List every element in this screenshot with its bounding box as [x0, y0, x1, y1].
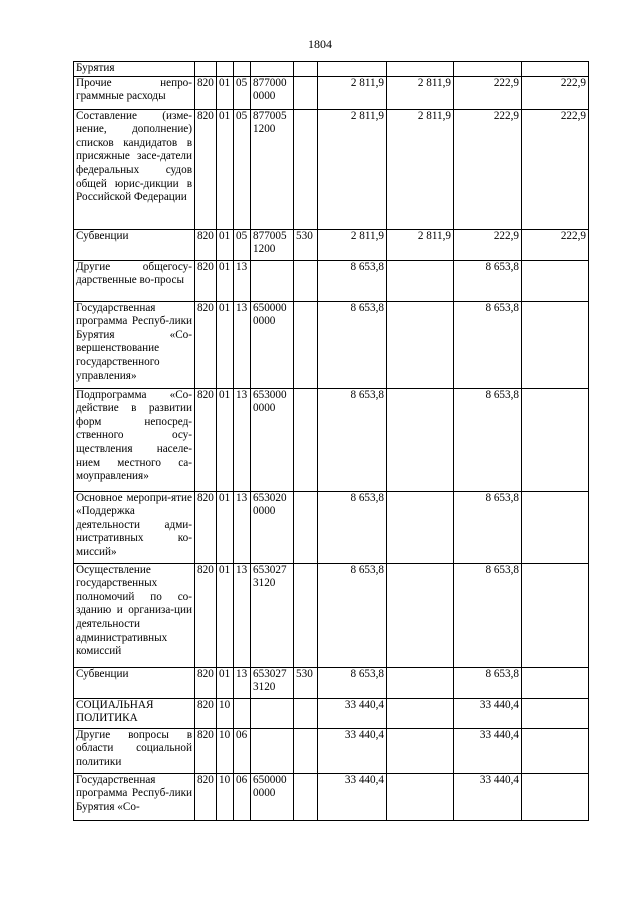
row-rz: 10 — [217, 728, 234, 773]
row-name: Государственная программа Респуб-лики Бурятия «Со-вершенствование государственного управления» — [74, 301, 195, 388]
row-gr: 820 — [195, 76, 217, 109]
row-rz: 01 — [217, 563, 234, 667]
row-vr — [294, 698, 318, 728]
row-rz: 01 — [217, 109, 234, 229]
row-vr: 530 — [294, 229, 318, 260]
row-value-4: 222,9 — [522, 76, 589, 109]
row-ksr — [251, 62, 294, 77]
row-gr: 820 — [195, 109, 217, 229]
row-pr: 05 — [234, 229, 251, 260]
row-rz: 01 — [217, 229, 234, 260]
row-value-4 — [522, 260, 589, 301]
row-vr — [294, 76, 318, 109]
row-gr: 820 — [195, 260, 217, 301]
row-name: Подпрограмма «Со-действие в развитии форм непосред-ственного осу-ществления населе-нием местного са-моуправления» — [74, 388, 195, 491]
row-gr: 820 — [195, 301, 217, 388]
row-ksr: 877000 0000 — [251, 76, 294, 109]
row-value-2: 2 811,9 — [387, 229, 454, 260]
row-pr: 13 — [234, 260, 251, 301]
row-vr — [294, 773, 318, 820]
row-pr — [234, 62, 251, 77]
row-value-1: 8 653,8 — [318, 388, 387, 491]
row-value-1 — [318, 62, 387, 77]
table-row — [74, 773, 589, 820]
row-vr — [294, 62, 318, 77]
row-pr: 06 — [234, 773, 251, 820]
table-row — [74, 388, 589, 491]
row-value-1: 8 653,8 — [318, 491, 387, 563]
row-vr — [294, 301, 318, 388]
row-name: Государственная программа Респуб-лики Бурятия «Со- — [74, 773, 195, 820]
row-value-4 — [522, 62, 589, 77]
row-value-1: 33 440,4 — [318, 698, 387, 728]
row-ksr: 653027 3120 — [251, 667, 294, 698]
row-rz: 10 — [217, 698, 234, 728]
row-value-3: 33 440,4 — [454, 728, 522, 773]
row-name: Осуществление государственных полномочий по со-зданию и организа-ции деятельности административных комиссий — [74, 563, 195, 667]
table-row — [74, 301, 589, 388]
row-value-1: 2 811,9 — [318, 109, 387, 229]
row-rz: 01 — [217, 76, 234, 109]
row-gr: 820 — [195, 773, 217, 820]
row-value-1: 8 653,8 — [318, 260, 387, 301]
row-value-2 — [387, 773, 454, 820]
row-name: Составление (изме-нение, дополнение) списков кандидатов в присяжные засе-датели федеральных судов общей юрис-дикции в Российской Федерации — [74, 109, 195, 229]
row-pr: 05 — [234, 76, 251, 109]
row-value-4 — [522, 388, 589, 491]
row-value-1: 8 653,8 — [318, 667, 387, 698]
row-ksr: 650000 0000 — [251, 773, 294, 820]
row-value-3: 8 653,8 — [454, 301, 522, 388]
page-number: 1804 — [308, 37, 332, 51]
row-gr — [195, 62, 217, 77]
row-rz: 01 — [217, 388, 234, 491]
row-value-3: 222,9 — [454, 229, 522, 260]
row-value-4: 222,9 — [522, 229, 589, 260]
row-rz — [217, 62, 234, 77]
budget-table — [73, 61, 589, 821]
row-value-1: 8 653,8 — [318, 563, 387, 667]
row-value-4 — [522, 491, 589, 563]
table-row — [74, 109, 589, 229]
row-value-1: 2 811,9 — [318, 76, 387, 109]
row-vr: 530 — [294, 667, 318, 698]
row-name: Прочие непро-граммные расходы — [74, 76, 195, 109]
row-vr — [294, 109, 318, 229]
row-value-3 — [454, 62, 522, 77]
row-value-3: 222,9 — [454, 76, 522, 109]
row-ksr: 653000 0000 — [251, 388, 294, 491]
row-pr: 13 — [234, 301, 251, 388]
table-row — [74, 229, 589, 260]
row-value-4 — [522, 728, 589, 773]
row-value-3: 8 653,8 — [454, 388, 522, 491]
row-gr: 820 — [195, 491, 217, 563]
row-value-2 — [387, 667, 454, 698]
table-row — [74, 667, 589, 698]
row-gr: 820 — [195, 563, 217, 667]
row-pr — [234, 698, 251, 728]
row-value-4 — [522, 698, 589, 728]
row-pr: 06 — [234, 728, 251, 773]
table-row — [74, 563, 589, 667]
row-value-3: 33 440,4 — [454, 698, 522, 728]
row-ksr — [251, 260, 294, 301]
row-rz: 01 — [217, 260, 234, 301]
row-name: Бурятия — [74, 62, 195, 77]
table-row — [74, 260, 589, 301]
row-ksr: 653020 0000 — [251, 491, 294, 563]
table-row — [74, 491, 589, 563]
row-ksr: 653027 3120 — [251, 563, 294, 667]
row-value-4: 222,9 — [522, 109, 589, 229]
row-value-1: 33 440,4 — [318, 728, 387, 773]
row-ksr: 877005 1200 — [251, 229, 294, 260]
row-value-3: 8 653,8 — [454, 260, 522, 301]
row-name: Другие вопросы в области социальной политики — [74, 728, 195, 773]
row-value-2 — [387, 62, 454, 77]
row-value-2 — [387, 388, 454, 491]
row-value-2 — [387, 728, 454, 773]
row-value-3: 8 653,8 — [454, 563, 522, 667]
row-value-4 — [522, 773, 589, 820]
row-vr — [294, 388, 318, 491]
row-value-3: 8 653,8 — [454, 667, 522, 698]
row-gr: 820 — [195, 229, 217, 260]
row-value-4 — [522, 563, 589, 667]
row-pr: 13 — [234, 491, 251, 563]
row-value-2: 2 811,9 — [387, 76, 454, 109]
row-value-1: 33 440,4 — [318, 773, 387, 820]
row-gr: 820 — [195, 698, 217, 728]
row-rz: 01 — [217, 667, 234, 698]
row-value-2 — [387, 491, 454, 563]
row-ksr: 877005 1200 — [251, 109, 294, 229]
row-gr: 820 — [195, 388, 217, 491]
row-value-3: 222,9 — [454, 109, 522, 229]
row-rz: 10 — [217, 773, 234, 820]
row-vr — [294, 563, 318, 667]
row-pr: 13 — [234, 667, 251, 698]
row-value-2 — [387, 301, 454, 388]
row-value-2 — [387, 260, 454, 301]
row-ksr — [251, 698, 294, 728]
row-name: Другие общегосу-дарственные во-просы — [74, 260, 195, 301]
row-pr: 13 — [234, 563, 251, 667]
row-ksr — [251, 728, 294, 773]
row-name: Субвенции — [74, 667, 195, 698]
row-name: Субвенции — [74, 229, 195, 260]
row-vr — [294, 260, 318, 301]
row-value-1: 8 653,8 — [318, 301, 387, 388]
table-row — [74, 698, 589, 728]
row-value-2 — [387, 698, 454, 728]
row-value-2: 2 811,9 — [387, 109, 454, 229]
table-row — [74, 62, 589, 77]
row-value-1: 2 811,9 — [318, 229, 387, 260]
row-pr: 05 — [234, 109, 251, 229]
row-value-3: 8 653,8 — [454, 491, 522, 563]
row-name: Основное меропри-ятие «Поддержка деятельности адми-нистративных ко-миссий» — [74, 491, 195, 563]
row-value-4 — [522, 667, 589, 698]
table-row — [74, 728, 589, 773]
row-pr: 13 — [234, 388, 251, 491]
row-rz: 01 — [217, 491, 234, 563]
row-value-2 — [387, 563, 454, 667]
row-name: СОЦИАЛЬНАЯ ПОЛИТИКА — [74, 698, 195, 728]
row-ksr: 650000 0000 — [251, 301, 294, 388]
row-vr — [294, 728, 318, 773]
row-value-4 — [522, 301, 589, 388]
row-rz: 01 — [217, 301, 234, 388]
row-value-3: 33 440,4 — [454, 773, 522, 820]
table-row — [74, 76, 589, 109]
row-gr: 820 — [195, 728, 217, 773]
row-gr: 820 — [195, 667, 217, 698]
row-vr — [294, 491, 318, 563]
